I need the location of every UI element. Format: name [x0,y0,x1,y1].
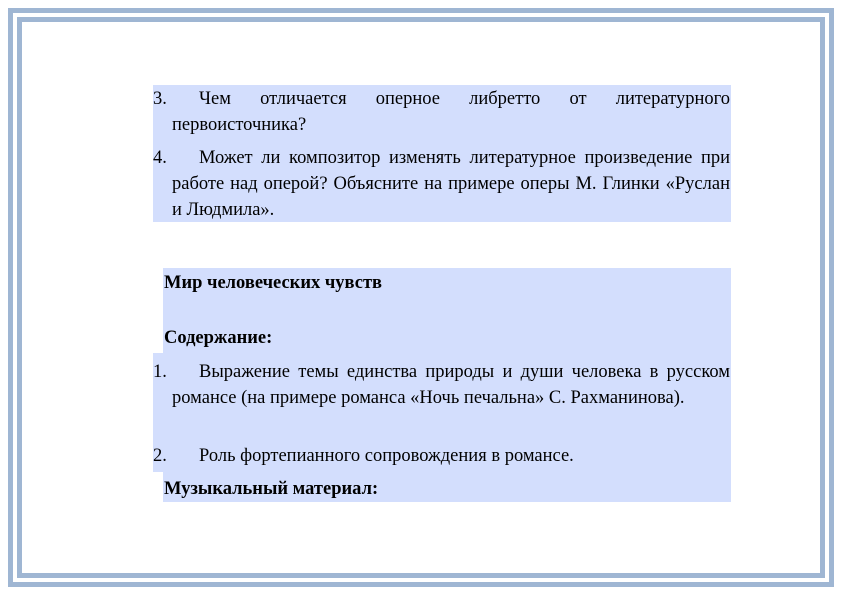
question-number: 3. [153,89,167,109]
question-item [153,145,730,223]
material-heading: Музыкальный материал: [164,479,379,499]
question-item [153,86,730,138]
question-text: Может ли композитор изменять литературное произведение при работе над оперой? Объясните на примере оперы М. Глинки «Руслан и Людмила». [172,148,730,220]
content-item [153,359,730,411]
content-item-number: 2. [153,446,167,466]
content-heading: Содержание: [164,328,273,348]
content-item-number: 1. [153,362,167,382]
content-item-text: Роль фортепианного сопровождения в романсе. [199,446,574,466]
content-item-text: Выражение темы единства природы и души человека в русском романсе (на примере романса «Ночь печальна» С. Рахманинова). [172,362,730,408]
question-number: 4. [153,148,167,168]
section-title: Мир человеческих чувств [164,273,383,293]
content-item [153,443,730,469]
question-text: Чем отличается оперное либретто от литературного первоисточника? [172,89,730,135]
